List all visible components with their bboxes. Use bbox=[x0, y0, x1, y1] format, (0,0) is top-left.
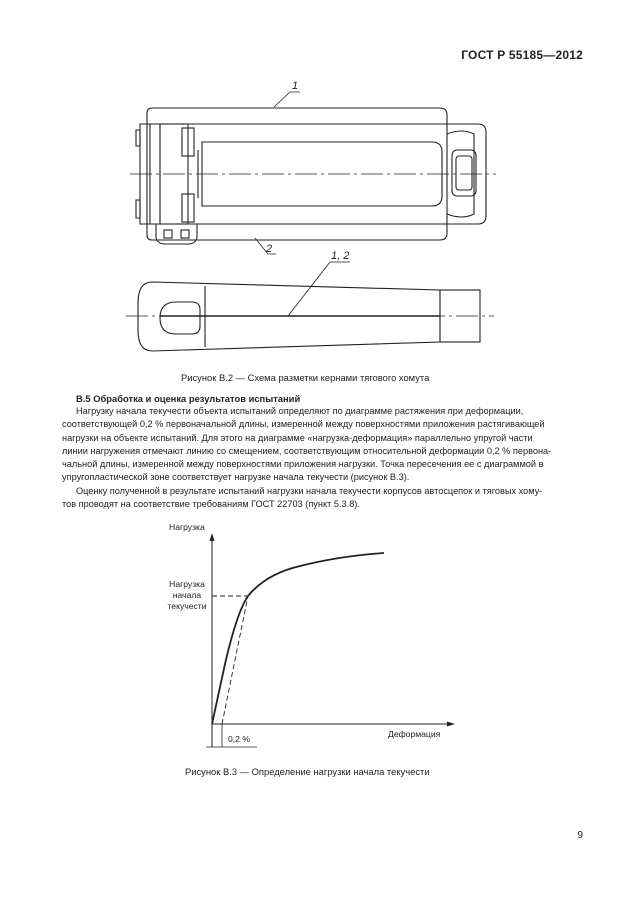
callout-1-2: 1, 2 bbox=[331, 250, 350, 262]
text-line: линии нагружения отмечают линию со смещением, соответствующим относительной деформации 0,2 % первона- bbox=[62, 445, 552, 456]
page-number: 9 bbox=[577, 830, 583, 841]
y-axis-label: Нагрузка bbox=[169, 522, 205, 532]
figure-b3-chart bbox=[206, 533, 455, 747]
standard-header: ГОСТ Р 55185—2012 bbox=[461, 48, 583, 62]
yield-load-label bbox=[164, 579, 210, 612]
yield-label-line: начала bbox=[172, 590, 202, 600]
text-line: соответствующей 0,2 % первоначальной длины, измеренной между поверхностями приложения растягивающей bbox=[62, 419, 545, 430]
yield-label-line: Нагрузка bbox=[169, 579, 205, 589]
text-line: упругопластической зоне соответствует нагрузке начала текучести (рисунок В.3). bbox=[62, 472, 410, 483]
section-title: В.5 Обработка и оценка результатов испытаний bbox=[76, 393, 301, 404]
load-curve bbox=[212, 553, 384, 724]
callout-2: 2 bbox=[266, 243, 273, 255]
text-line: чальной длины, измеренной между поверхностями приложения нагрузки. Точка пересечения ее с диаграммой в bbox=[62, 459, 544, 470]
callout-1: 1 bbox=[292, 80, 299, 92]
figure-b3-caption: Рисунок В.3 — Определение нагрузки начала текучести bbox=[185, 766, 430, 777]
text-line: нагрузки на объекте испытаний. Для этого на диаграмме «нагрузка-деформация» параллельно упругой части bbox=[62, 432, 533, 443]
text-line: тов проводят на соответствие требованиям ГОСТ 22703 (пункт 5.3.8). bbox=[62, 499, 360, 510]
figure-b2-caption: Рисунок В.2 — Схема разметки кернами тягового хомута bbox=[181, 372, 430, 383]
paragraph-1 bbox=[62, 405, 582, 511]
text-line: Нагрузку начала текучести объекта испытаний определяют по диаграмме растяжения при деформации, bbox=[76, 406, 524, 416]
yield-label-line: текучести bbox=[167, 601, 207, 611]
text-line: Оценку полученной в результате испытаний нагрузки начала текучести корпусов автосцепок и тяговых хому- bbox=[76, 485, 543, 496]
x-axis-label: Деформация bbox=[388, 729, 441, 739]
offset-label: 0,2 % bbox=[228, 734, 250, 744]
